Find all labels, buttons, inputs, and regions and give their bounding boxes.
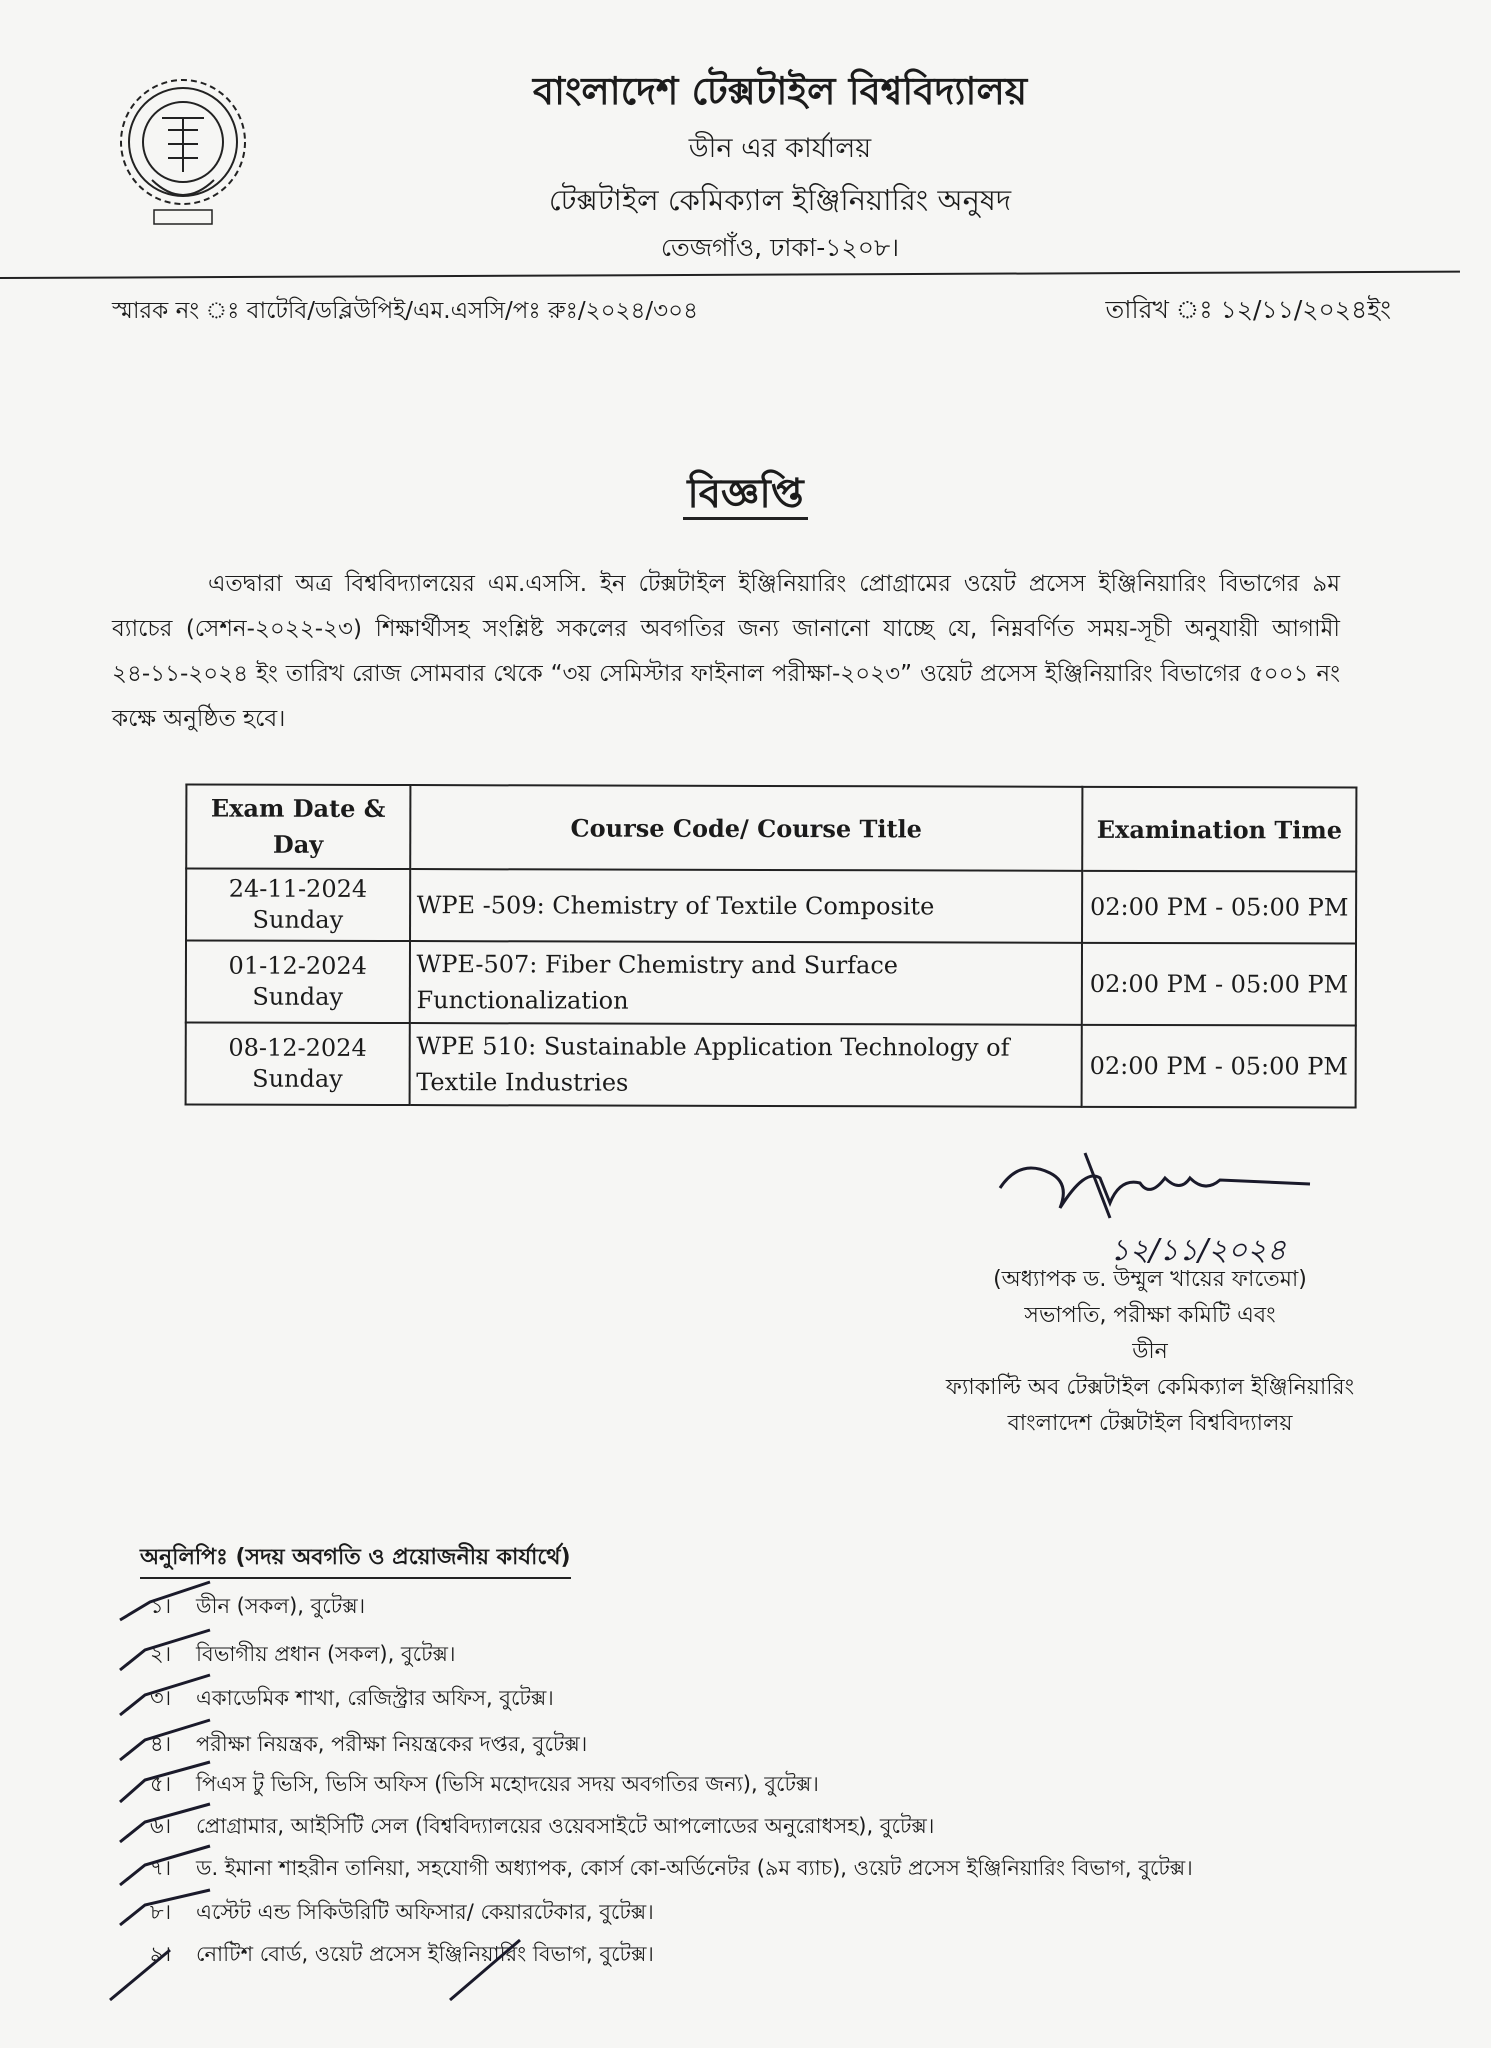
- exam-day: Sunday: [252, 982, 344, 1011]
- cc-text: ডীন (সকল), বুটেক্স।: [196, 1594, 366, 1618]
- table-row: [186, 1022, 1356, 1107]
- list-item: [150, 1682, 554, 1717]
- exam-day: Sunday: [252, 905, 344, 934]
- cc-number: ২।: [150, 1642, 172, 1666]
- cc-number: ১।: [150, 1594, 172, 1618]
- cc-number: ৬।: [150, 1814, 172, 1838]
- cc-text: পিএস টু ভিসি, ভিসি অফিস (ভিসি মহোদয়ের সদয় অবগতির জন্য), বুটেক্স।: [196, 1772, 819, 1796]
- cc-number: ৮।: [150, 1900, 172, 1924]
- exam-date-cell: [186, 1022, 410, 1105]
- cc-text: বিভাগীয় প্রধান (সকল), বুটেক্স।: [196, 1642, 456, 1666]
- exam-day: Sunday: [252, 1064, 343, 1093]
- course-cell: WPE -509: Chemistry of Textile Composite: [410, 869, 1083, 943]
- list-item: [150, 1728, 587, 1763]
- cc-number: ৫।: [150, 1772, 172, 1796]
- cc-number: ৩।: [150, 1686, 172, 1710]
- address: তেজগাঁও, ঢাকা-১২০৮।: [660, 233, 900, 262]
- list-item: [150, 1638, 455, 1673]
- cc-text: ড. ইমানা শাহরীন তানিয়া, সহযোগী অধ্যাপক, কোর্স কো-অর্ডিনেটর (৯ম ব্যাচ), ওয়েট প্রসেস ইঞ্জিনিয়ারিং বিভাগ, বুটেক্স।: [196, 1856, 1193, 1880]
- memo-number: স্মারক নং ঃ বাটেবি/ডব্লিউপিই/এম.এসসি/পঃ রুঃ/২০২৪/৩০৪: [112, 298, 699, 324]
- header-divider: [0, 271, 1460, 279]
- university-seal-logo: [112, 60, 254, 240]
- header-course: Course Code/ Course Title: [410, 785, 1083, 871]
- memo-date: তারিখ ঃ ১২/১১/২০২৪ইং: [1105, 295, 1391, 324]
- course-cell: WPE 510: Sustainable Application Technology of Textile Industries: [409, 1023, 1082, 1107]
- time-cell: 02:00 PM - 05:00 PM: [1082, 1025, 1356, 1108]
- time-cell: 02:00 PM - 05:00 PM: [1082, 871, 1356, 944]
- exam-schedule-table: [185, 783, 1358, 1108]
- cc-number: ৭।: [150, 1856, 172, 1880]
- table-row: [186, 868, 1356, 943]
- cc-text: একাডেমিক শাখা, রেজিস্ট্রার অফিস, বুটেক্স।: [196, 1686, 554, 1710]
- list-item: [150, 1852, 1193, 1887]
- signatory-title-4: বাংলাদেশ টেক্সটাইল বিশ্ববিদ্যালয়: [1007, 1411, 1293, 1436]
- list-item: [150, 1810, 934, 1845]
- signature-block: [900, 1262, 1400, 1442]
- signatory-title-2: ডীন: [1132, 1339, 1168, 1364]
- exam-date: 01-12-2024: [228, 951, 367, 980]
- header-exam-time: Examination Time: [1082, 787, 1356, 872]
- office-name: ডীন এর কার্যালয়: [688, 133, 872, 164]
- header-exam-date: Exam Date & Day: [186, 784, 410, 869]
- time-cell: 02:00 PM - 05:00 PM: [1082, 943, 1356, 1026]
- list-item: [150, 1896, 654, 1931]
- cc-text: নোটিশ বোর্ড, ওয়েট প্রসেস ইঞ্জিনিয়ারিং বিভাগ, বুটেক্স।: [196, 1942, 654, 1966]
- exam-date-cell: [186, 868, 410, 941]
- exam-date: 24-11-2024: [228, 874, 368, 903]
- notice-body: এতদ্বারা অত্র বিশ্ববিদ্যালয়ের এম.এসসি. ইন টেক্সটাইল ইঞ্জিনিয়ারিং প্রোগ্রামের ওয়েট প্রসেস ইঞ্জিনিয়ারিং বিভাগের ৯ম ব্যাচের (সেশন-২০২২-২৩) শিক্ষার্থীসহ সংশ্লিষ্ট সকলের অবগতির জন্য জানানো যাচ্ছে যে, নিম্নবর্ণিত সময়-সূচী অনুযায়ী আগামী ২৪-১১-২০২৪ ইং তারিখ রোজ সোমবার থেকে “৩য় সেমিস্টার ফাইনাল পরীক্ষা-২০২৩” ওয়েট প্রসেস ইঞ্জিনিয়ারিং বিভাগের ৫০০১ নং কক্ষে অনুষ্ঠিত হবে।: [112, 571, 1340, 732]
- notice-title: [0, 462, 1491, 529]
- signatory-name: (অধ্যাপক ড. উম্মুল খায়ের ফাতেমা): [993, 1267, 1307, 1292]
- table-row: [186, 940, 1356, 1025]
- cc-title: অনুলিপিঃ (সদয় অবগতি ও প্রয়োজনীয় কার্যার্থে): [140, 1540, 571, 1579]
- cc-number: ৯।: [150, 1942, 172, 1966]
- exam-date-cell: [186, 940, 410, 1023]
- faculty-name: টেক্সটাইল কেমিক্যাল ইঞ্জিনিয়ারিং অনুষদ: [548, 183, 1012, 217]
- signatory-title-3: ফ্যাকাল্টি অব টেক্সটাইল কেমিক্যাল ইঞ্জিনিয়ারিং: [945, 1375, 1355, 1400]
- cc-text: প্রোগ্রামার, আইসিটি সেল (বিশ্ববিদ্যালয়ের ওয়েবসাইটে আপলোডের অনুরোধসহ), বুটেক্স।: [196, 1814, 935, 1838]
- university-name: বাংলাদেশ টেক্সটাইল বিশ্ববিদ্যালয়: [532, 69, 1028, 113]
- list-item: [150, 1938, 654, 1973]
- table-header-row: [186, 784, 1356, 871]
- handwritten-signature: [990, 1148, 1320, 1278]
- cc-text: পরীক্ষা নিয়ন্ত্রক, পরীক্ষা নিয়ন্ত্রকের দপ্তর, বুটেক্স।: [196, 1732, 588, 1756]
- signature-date: ১২/১১/২০২৪: [1110, 1233, 1287, 1268]
- exam-date: 08-12-2024: [228, 1033, 367, 1062]
- cc-text: এস্টেট এন্ড সিকিউরিটি অফিসার/ কেয়ারটেকার, বুটেক্স।: [196, 1900, 654, 1924]
- list-item: [150, 1768, 819, 1803]
- course-cell: WPE-507: Fiber Chemistry and Surface Functionalization: [409, 941, 1082, 1025]
- signatory-title-1: সভাপতি, পরীক্ষা কমিটি এবং: [1024, 1303, 1276, 1328]
- list-item: [150, 1590, 365, 1625]
- cc-number: ৪।: [150, 1732, 172, 1756]
- notice-title-text: বিজ্ঞপ্তি: [683, 471, 807, 520]
